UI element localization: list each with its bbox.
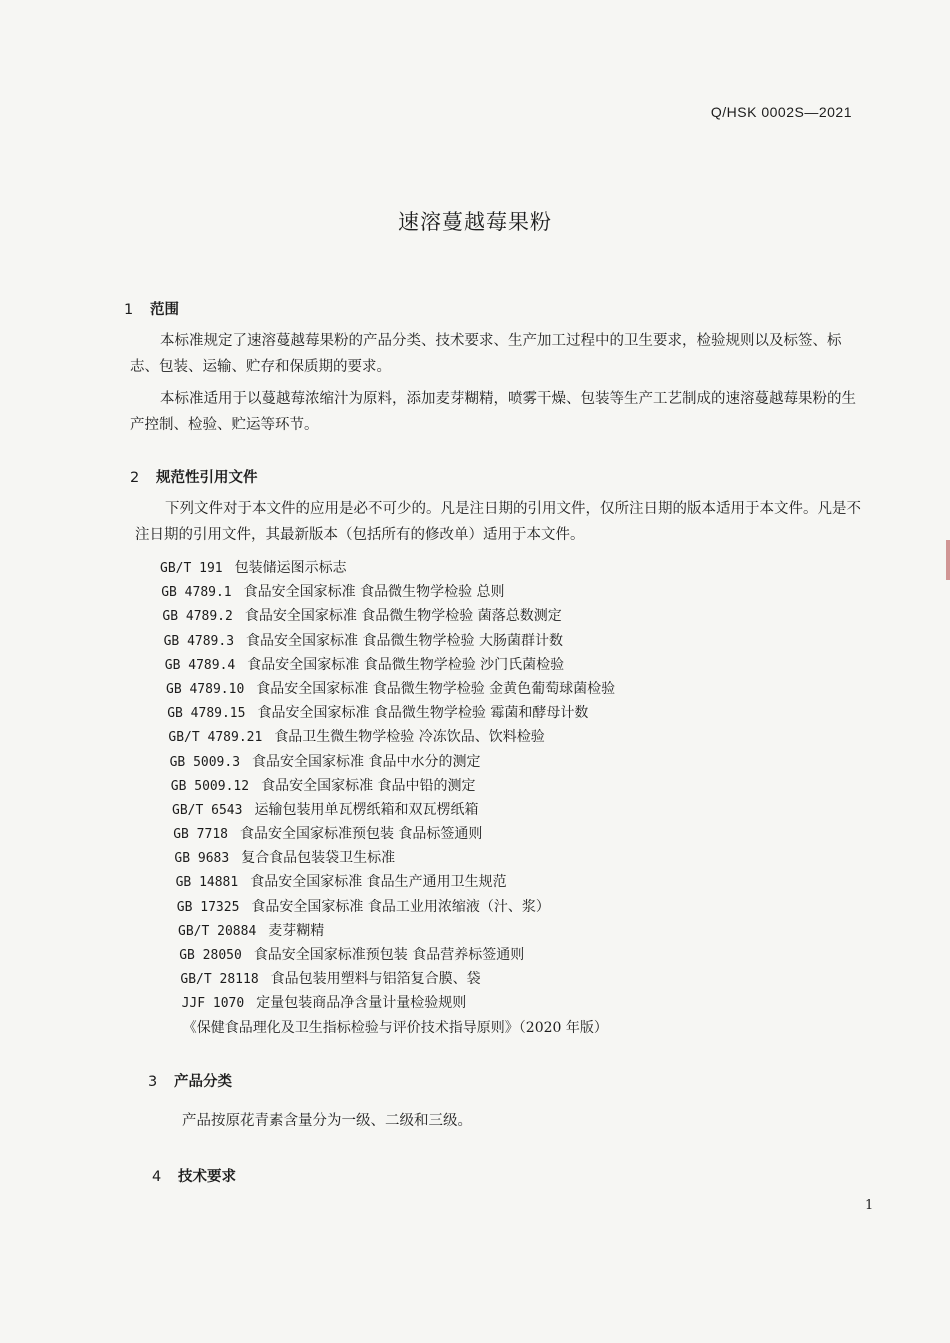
reference-code: GB 5009.12 (170, 778, 250, 794)
scope-paragraph-1: 本标准规定了速溶蔓越莓果粉的产品分类、技术要求、生产加工过程中的卫生要求，检验规则以及标签、标志、包装、运输、贮存和保质期的要求。 (130, 333, 842, 375)
reference-code: JJF 1070 (181, 996, 245, 1012)
reference-item (172, 798, 615, 822)
reference-title: 食品安全国家标准 食品中水分的测定 (252, 753, 481, 770)
reference-code: GB 4789.10 (166, 681, 245, 697)
section-title: 技术要求 (178, 1169, 236, 1185)
reference-item (182, 991, 616, 1015)
section-title: 规范性引用文件 (156, 470, 258, 486)
scope-paragraph-2: 本标准适用于以蔓越莓浓缩汁为原料，添加麦芽糊精，喷雾干燥、包装等生产工艺制成的速溶蔓越莓果粉的生产控制、检验、贮运等环节。 (130, 391, 856, 433)
reference-item (166, 677, 615, 701)
reference-item (164, 629, 616, 653)
reference-item (160, 556, 615, 580)
reference-title: 复合食品包装袋卫生标准 (241, 850, 396, 867)
document-title: 速溶蔓越莓果粉 (398, 210, 552, 234)
reference-title: 食品安全国家标准 食品微生物学检验 大肠菌群计数 (246, 632, 563, 649)
reference-title: 《保健食品理化及卫生指标检验与评价技术指导原则》（2020 年版） (182, 1019, 608, 1036)
reference-code: GB/T 20884 (178, 923, 257, 939)
reference-code: GB/T 6543 (172, 802, 243, 818)
reference-title: 食品卫生微生物学检验 冷冻饮品、饮料检验 (274, 729, 545, 746)
standard-code: Q/HSK 0002S—2021 (710, 104, 852, 120)
section-heading-scope (124, 298, 179, 319)
reference-item (177, 895, 615, 919)
scan-edge-mark (946, 540, 950, 580)
reference-title: 食品安全国家标准 食品工业用浓缩液（汁、浆） (251, 898, 550, 915)
classification-paragraph: 产品按原花青素含量分为一级、二级和三级。 (182, 1113, 472, 1129)
reference-title: 定量包装商品净含量计量检验规则 (256, 995, 467, 1012)
reference-title: 麦芽糊精 (268, 922, 325, 939)
reference-item (171, 774, 615, 798)
section-number: 1 (124, 302, 134, 318)
reference-title: 包装储运图示标志 (234, 560, 347, 576)
section-number: 4 (152, 1169, 162, 1185)
section-heading-technical (152, 1165, 236, 1186)
reference-code: GB 7718 (173, 827, 228, 843)
reference-title: 食品安全国家标准 食品微生物学检验 霉菌和酵母计数 (257, 705, 589, 722)
section-title: 范围 (150, 302, 179, 318)
reference-item (168, 725, 615, 749)
reference-item (167, 701, 615, 725)
reference-title: 食品安全国家标准 食品微生物学检验 金黄色葡萄球菌检验 (256, 680, 616, 697)
reference-code: GB 4789.4 (164, 657, 236, 673)
reference-title: 食品安全国家标准 食品生产通用卫生规范 (250, 874, 507, 891)
reference-item (179, 943, 615, 967)
reference-item (178, 919, 615, 943)
reference-code: GB 4789.2 (162, 609, 233, 625)
reference-code: GB/T 4789.21 (168, 730, 263, 746)
reference-list (160, 556, 615, 1040)
reference-item (161, 580, 615, 604)
section-number: 3 (148, 1074, 158, 1090)
reference-title: 食品安全国家标准 食品微生物学检验 沙门氏菌检验 (247, 656, 565, 673)
reference-item (165, 653, 615, 677)
page-number: 1 (865, 1198, 874, 1213)
reference-title: 食品安全国家标准 食品中铅的测定 (261, 777, 476, 794)
reference-code: GB 4789.3 (163, 633, 235, 649)
reference-code: GB 9683 (174, 851, 230, 867)
reference-code: GB/T 191 (160, 561, 223, 576)
references-intro: 下列文件对于本文件的应用是必不可少的。凡是注日期的引用文件，仅所注日期的版本适用于本文件。凡是不注日期的引用文件，其最新版本（包括所有的修改单）适用于本文件。 (135, 501, 861, 543)
reference-item (173, 822, 615, 846)
reference-code: GB/T 28118 (180, 972, 259, 988)
reference-title: 食品安全国家标准预包装 食品标签通则 (239, 826, 483, 843)
section-heading-references (130, 466, 258, 487)
reference-code: GB 17325 (176, 899, 240, 915)
reference-title: 食品安全国家标准 食品微生物学检验 总则 (243, 584, 505, 601)
reference-title: 运输包装用单瓦楞纸箱和双瓦楞纸箱 (254, 801, 479, 818)
reference-item (176, 870, 616, 894)
section-title: 产品分类 (174, 1074, 232, 1090)
reference-code: GB 4789.15 (167, 706, 246, 722)
reference-item (162, 604, 615, 628)
section-heading-classification (148, 1070, 232, 1091)
reference-item (180, 967, 615, 991)
reference-code: GB 5009.3 (169, 754, 241, 770)
section-number: 2 (130, 470, 140, 486)
reference-title: 食品安全国家标准 食品微生物学检验 菌落总数测定 (244, 608, 562, 625)
reference-title: 食品包装用塑料与铝箔复合膜、袋 (270, 971, 481, 988)
reference-title: 食品安全国家标准预包装 食品营养标签通则 (253, 947, 525, 963)
reference-code: GB 14881 (175, 875, 239, 891)
reference-code: GB 4789.1 (161, 585, 232, 601)
reference-item (170, 750, 616, 774)
reference-item (174, 846, 615, 870)
reference-item (183, 1016, 615, 1040)
reference-code: GB 28050 (179, 948, 242, 963)
